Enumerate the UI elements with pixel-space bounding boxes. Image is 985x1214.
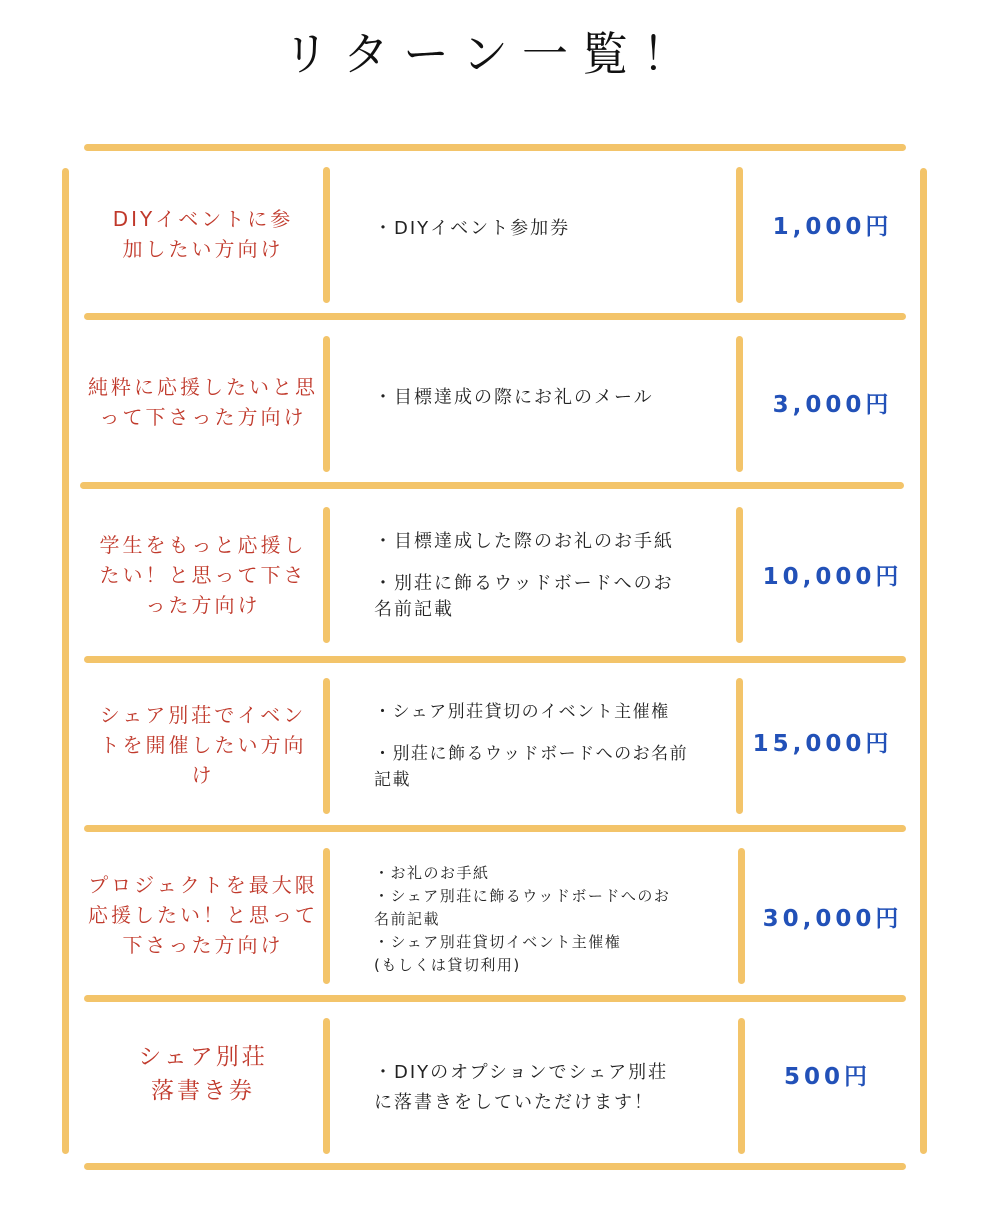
divider-row-4 (84, 825, 906, 832)
target-audience-line: 学生をもっと応援し (99, 533, 307, 557)
reward-description (374, 170, 729, 288)
divider-row-5 (84, 995, 906, 1002)
target-audience-line: け (191, 763, 215, 787)
target-audience-line: った方向け (145, 593, 261, 617)
target-audience (78, 1020, 328, 1128)
column-divider (736, 336, 743, 472)
target-audience-line: 下さった方向け (122, 933, 284, 957)
border-right (920, 168, 927, 1154)
target-audience-line: 加したい方向け (122, 237, 284, 261)
target-audience-line: 落書き券 (150, 1078, 255, 1104)
reward-price: 1,000円 (772, 213, 893, 240)
reward-price: 10,000円 (762, 563, 903, 590)
target-audience-line: プロジェクトを最大限 (88, 873, 318, 897)
reward-description (374, 340, 729, 456)
target-audience-line: DIYイベントに参 (112, 207, 294, 231)
target-audience-line: って下さった方向け (99, 405, 307, 429)
target-audience-line: 応援したい！と思って (88, 903, 318, 927)
target-audience-line: 純粋に応援したいと思 (88, 375, 318, 399)
column-divider (738, 848, 745, 984)
target-audience (78, 340, 328, 464)
target-audience (78, 510, 328, 640)
page-title: リターン一覧！ (282, 27, 703, 81)
divider-row-3 (84, 656, 906, 663)
reward-item: ・シェア別荘貸切イベント主催権 (もしくは貸切利用) (374, 933, 622, 974)
reward-item: ・別荘に飾るウッドボードへのお名前 記載 (374, 744, 689, 790)
reward-item: ・DIYのオプションでシェア別荘 に落書きをしていただけます！ (374, 1062, 669, 1113)
reward-price: 30,000円 (762, 905, 903, 932)
reward-price: 3,000円 (772, 391, 893, 418)
reward-description (374, 862, 729, 982)
target-audience-line: シェア別荘でイベン (99, 703, 307, 727)
divider-bottom (84, 1163, 906, 1170)
target-audience (78, 170, 328, 298)
reward-item: ・目標達成した際のお礼のお手紙 (374, 531, 674, 552)
target-audience-line: トを開催したい方向 (99, 733, 307, 757)
reward-description (374, 684, 729, 808)
target-audience-line: シェア別荘 (138, 1044, 268, 1070)
reward-price: 15,000円 (752, 730, 893, 757)
divider-top (84, 144, 906, 151)
border-left (62, 168, 69, 1154)
reward-item: ・目標達成の際にお礼のメール (374, 387, 654, 408)
divider-row-1 (84, 313, 906, 320)
reward-description (374, 1024, 729, 1152)
target-audience (78, 850, 328, 980)
reward-description (374, 512, 729, 640)
reward-price: 500円 (783, 1063, 871, 1090)
target-audience (78, 680, 328, 810)
reward-item: ・DIYイベント参加券 (374, 218, 571, 239)
divider-row-2 (80, 482, 904, 489)
reward-item: ・シェア別荘に飾るウッドボードへのお 名前記載 (374, 887, 671, 928)
column-divider (736, 507, 743, 643)
reward-item: ・別荘に飾るウッドボードへのお 名前記載 (374, 573, 674, 620)
target-audience-line: たい！と思って下さ (99, 563, 307, 587)
reward-item: ・シェア別荘貸切のイベント主催権 (374, 702, 670, 722)
reward-item: ・お礼のお手紙 (374, 864, 490, 882)
column-divider (736, 167, 743, 303)
